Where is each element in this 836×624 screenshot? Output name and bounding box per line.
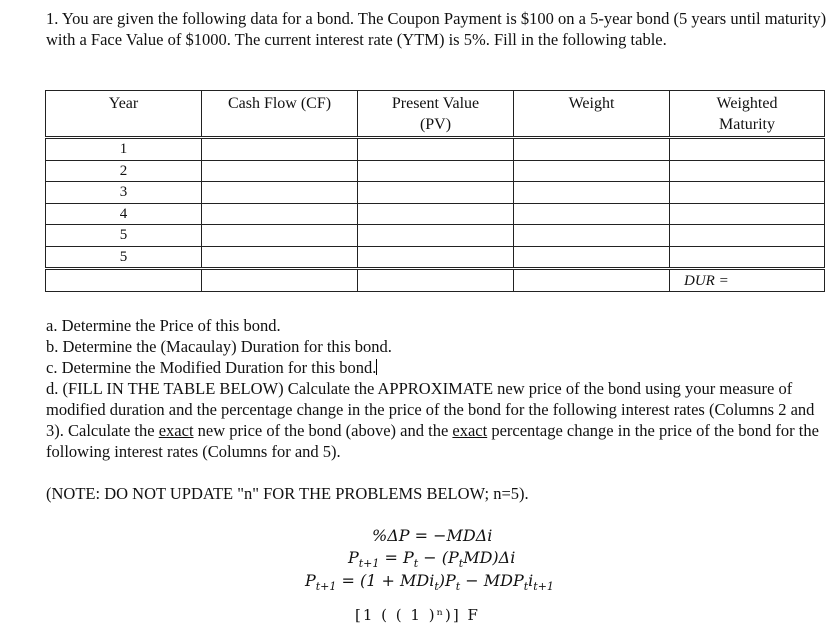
duration-label: DUR =: [670, 269, 825, 292]
year-cell: 4: [46, 203, 202, 225]
pv-cell[interactable]: [358, 160, 514, 182]
table-row: [46, 138, 825, 161]
weighted-maturity-cell[interactable]: [670, 182, 825, 204]
question-d: [46, 378, 831, 462]
text-cursor: [376, 359, 377, 375]
header-year: Year: [46, 91, 202, 138]
cash-flow-cell[interactable]: [202, 182, 358, 204]
total-weight-cell[interactable]: [514, 269, 670, 292]
year-cell: 5: [46, 246, 202, 269]
cash-flow-cell[interactable]: [202, 225, 358, 247]
eq2-end: MD)Δi: [463, 548, 516, 567]
pv-cell[interactable]: [358, 182, 514, 204]
header-cash-flow: Cash Flow (CF): [202, 91, 358, 138]
table-row: [46, 182, 825, 204]
header-wm-line1: Weighted: [716, 95, 778, 112]
equation-partial-cutoff: [1 ( ( 1 )ⁿ)] F: [355, 606, 480, 624]
eq3-mid: = (1 + MDi: [336, 571, 435, 590]
table-row: [46, 246, 825, 269]
eq2-rhs-sub: t: [413, 557, 419, 571]
question-d-text-2: new price of the bond (above) and the: [193, 421, 453, 440]
year-cell: 1: [46, 138, 202, 161]
weight-cell[interactable]: [514, 160, 670, 182]
weight-cell[interactable]: [514, 203, 670, 225]
table-row: [46, 160, 825, 182]
eq3-lhs-sub: t+1: [315, 580, 337, 594]
eq3-mid2-sub: t: [455, 580, 461, 594]
eq3-mid3: − MDP: [460, 571, 524, 590]
eq2-rhs: = P: [379, 548, 414, 567]
bond-duration-table: [45, 90, 825, 292]
table-header-row: [46, 91, 825, 138]
weight-cell[interactable]: [514, 225, 670, 247]
weighted-maturity-cell[interactable]: [670, 246, 825, 269]
header-wm-line2: Maturity: [719, 116, 775, 133]
header-present-value: [358, 91, 514, 138]
table-total-row: [46, 269, 825, 292]
question-d-exact-2: exact: [452, 421, 488, 440]
eq3-mid-sub: t: [434, 580, 439, 594]
cash-flow-cell[interactable]: [202, 203, 358, 225]
pv-cell[interactable]: [358, 246, 514, 269]
total-year-cell: [46, 269, 202, 292]
cash-flow-cell[interactable]: [202, 246, 358, 269]
question-b: b. Determine the (Macaulay) Duration for this bond.: [46, 337, 392, 356]
equation-price-expanded: [305, 571, 554, 593]
eq3-mid3-sub: t: [523, 580, 529, 594]
cash-flow-cell[interactable]: [202, 160, 358, 182]
weight-cell[interactable]: [514, 182, 670, 204]
year-cell: 5: [46, 225, 202, 247]
question-list: [46, 315, 831, 504]
eq2-tail: − (P: [418, 548, 459, 567]
note: (NOTE: DO NOT UPDATE "n" FOR THE PROBLEMS BELOW; n=5).: [46, 484, 529, 503]
header-weight: Weight: [514, 91, 670, 138]
eq3-lhs: P: [305, 571, 316, 590]
equation-price-approx: [348, 548, 515, 570]
weighted-maturity-cell[interactable]: [670, 225, 825, 247]
table-row: [46, 225, 825, 247]
year-cell: 3: [46, 182, 202, 204]
weighted-maturity-cell[interactable]: [670, 160, 825, 182]
header-pv-line1: Present Value: [391, 95, 480, 112]
eq3-mid4: i: [528, 571, 534, 590]
eq3-mid4-sub: t+1: [533, 580, 554, 594]
eq2-lhs: P: [348, 548, 359, 567]
eq2-lhs-sub: t+1: [358, 557, 380, 571]
weight-cell[interactable]: [514, 246, 670, 269]
pv-cell[interactable]: [358, 203, 514, 225]
problem-intro: 1. You are given the following data for a bond. The Coupon Payment is $100 on a 5-year bond (5 years until maturity) with a Face Value of $1000. The current interest rate (YTM) is 5%. Fill in the following table.: [46, 9, 827, 49]
total-pv-cell[interactable]: [358, 269, 514, 292]
eq3-mid2: )P: [438, 571, 456, 590]
question-c: [46, 357, 831, 378]
question-c-text: c. Determine the Modified Duration for this bond.: [46, 358, 377, 377]
header-weighted-maturity: [670, 91, 825, 138]
cash-flow-cell[interactable]: [202, 138, 358, 161]
question-d-exact-1: exact: [158, 421, 194, 440]
year-cell: 2: [46, 160, 202, 182]
header-pv-line2: (PV): [419, 116, 452, 133]
weighted-maturity-cell[interactable]: [670, 138, 825, 161]
pv-cell[interactable]: [358, 138, 514, 161]
eq2-tail-sub: t: [458, 557, 464, 571]
question-a: a. Determine the Price of this bond.: [46, 316, 281, 335]
pv-cell[interactable]: [358, 225, 514, 247]
weighted-maturity-cell[interactable]: [670, 203, 825, 225]
total-cash-flow-cell[interactable]: [202, 269, 358, 292]
question-d-text-1: d. (FILL IN THE TABLE BELOW) Calculate the APPROXIMATE new price of the bond using your measure of modified duration and the percentage change in the price of the bond for the following interest rates (Columns 2 and 3). Calculate the: [46, 379, 815, 440]
weight-cell[interactable]: [514, 138, 670, 161]
question-d-text-3: percentage change in the price of the bond for the following interest rates (Columns for and 5).: [46, 421, 819, 461]
table-row: [46, 203, 825, 225]
equation-percent-change: %ΔP = −MDΔi: [372, 526, 493, 545]
